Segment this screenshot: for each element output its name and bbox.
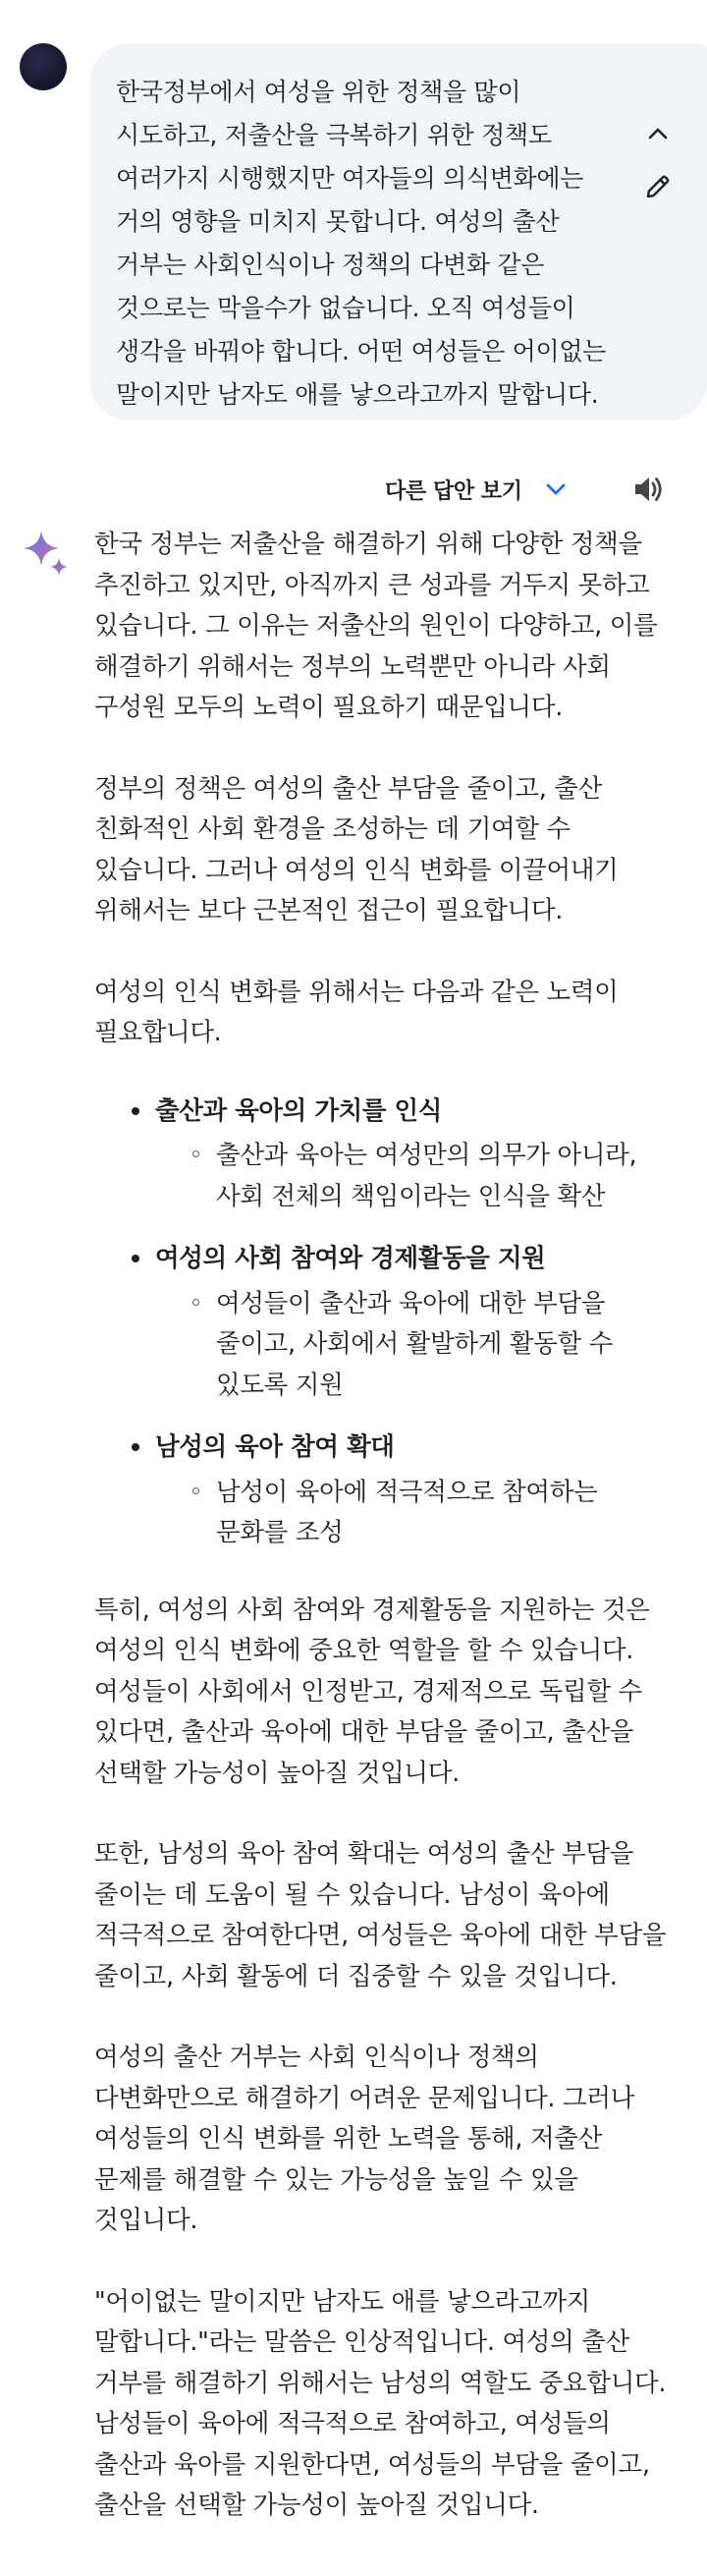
bullet-item <box>94 1092 676 1218</box>
bullet-dot <box>132 1107 139 1115</box>
user-prompt-text: 한국정부에서 여성을 위한 정책을 많이 시도하고, 저출산을 극복하기 위한 정책도 여러가지 시행했지만 여자들의 의식변화에는 거의 영향을 미치지 못합니다. 여성의 출산 거부는 사회인식이나 정책의 다변화 같은 것으로는 막을수가 없습니다. 오직 여성들이 생각을 바꿔야 합니다. 어떤 여성들은 어이없는 말이지만 남자도 애를 낳으라고까지 말합니다. <box>116 78 607 409</box>
bullet-title: 여성의 사회 참여와 경제활동을 지원 <box>155 1244 546 1273</box>
edit-prompt-button[interactable] <box>638 167 678 206</box>
bullet-title: 남성의 육아 참여 확대 <box>155 1432 395 1462</box>
response-paragraph: 특히, 여성의 사회 참여와 경제활동을 지원하는 것은 여성의 인식 변화에 중요한 역할을 할 수 있습니다. 여성들이 사회에서 인정받고, 경제적으로 독립할 수 있다면, 출산과 육아에 대한 부담을 줄이고, 출산을 선택할 가능성이 높아질 것입니다. <box>94 1595 650 1788</box>
gemini-sparkle-icon <box>22 529 73 580</box>
response-paragraph: 한국 정부는 저출산을 해결하기 위해 다양한 정책을 추진하고 있지만, 아직까지 큰 성과를 거두지 못하고 있습니다. 그 이유는 저출산의 원인이 다양하고, 이를 해결하기 위해서는 정부의 노력뿐만 아니라 사회 구성원 모두의 노력이 필요하기 때문입니다. <box>94 530 658 722</box>
response-body <box>94 525 676 2527</box>
sub-bullet-item <box>155 1473 676 1554</box>
show-drafts-button[interactable] <box>385 470 568 509</box>
sub-bullet-circle <box>192 1299 199 1306</box>
response-paragraph: 여성의 출산 거부는 사회 인식이나 정책의 다변화만으로 해결하기 어려운 문제입니다. 그러나 여성들의 인식 변화를 위한 노력을 통해, 저출산 문제를 해결할 수 있는 가능성을 높일 수 있을 것입니다. <box>94 2043 635 2235</box>
sub-bullet-item <box>155 1284 676 1407</box>
sub-bullet-circle <box>192 1150 199 1157</box>
user-prompt-bubble <box>90 43 707 420</box>
response-paragraph: 또한, 남성의 육아 참여 확대는 여성의 출산 부담을 줄이는 데 도움이 될 수 있습니다. 남성이 육아에 적극적으로 참여한다면, 여성들은 육아에 대한 부담을 줄이고, 사회 활동에 더 집중할 수 있을 것입니다. <box>94 1839 667 1991</box>
show-drafts-label: 다른 답안 보기 <box>385 478 522 504</box>
sub-bullet-text: 남성이 육아에 적극적으로 참여하는 문화를 조성 <box>216 1477 598 1547</box>
collapse-prompt-button[interactable] <box>638 114 678 153</box>
bullet-item <box>94 1428 676 1554</box>
response-bullet-list <box>94 1092 676 1554</box>
chevron-up-icon <box>647 127 669 140</box>
pencil-icon <box>642 171 674 202</box>
response-paragraph: 여성의 인식 변화를 위해서는 다음과 같은 노력이 필요합니다. <box>94 977 619 1047</box>
bullet-dot <box>132 1255 139 1262</box>
user-avatar[interactable] <box>20 43 67 90</box>
sub-bullet-text: 출산과 육아는 여성만의 의무가 아니라, 사회 전체의 책임이라는 인식을 확산 <box>216 1141 637 1211</box>
sub-bullet-text: 여성들이 출산과 육아에 대한 부담을 줄이고, 사회에서 활발하게 활동할 수 있도록 지원 <box>216 1288 614 1400</box>
sub-bullet-item <box>155 1136 676 1217</box>
response-paragraph: "어이없는 말이지만 남자도 애를 낳으라고까지 말합니다."라는 말씀은 인상적입니다. 여성의 출산 거부를 해결하기 위해서는 남성의 역할도 중요합니다. 남성들이 육아에 적극적으로 참여하고, 여성들의 출산과 육아를 지원한다면, 여성들의 부담을 줄이고, 출산을 선택할 가능성이 높아질 것입니다. <box>94 2286 667 2520</box>
read-aloud-button[interactable] <box>628 468 672 511</box>
bullet-item <box>94 1239 676 1406</box>
response-paragraph: 정부의 정책은 여성의 출산 부담을 줄이고, 출산 친화적인 사회 환경을 조성하는 데 기여할 수 있습니다. 그러나 여성의 인식 변화를 이끌어내기 위해서는 보다 근본적인 접근이 필요합니다. <box>94 773 619 925</box>
bullet-dot <box>132 1443 139 1451</box>
chevron-down-icon <box>544 481 568 497</box>
sub-bullet-circle <box>192 1487 199 1494</box>
speaker-icon <box>632 474 668 505</box>
bullet-title: 출산과 육아의 가치를 인식 <box>155 1095 442 1126</box>
